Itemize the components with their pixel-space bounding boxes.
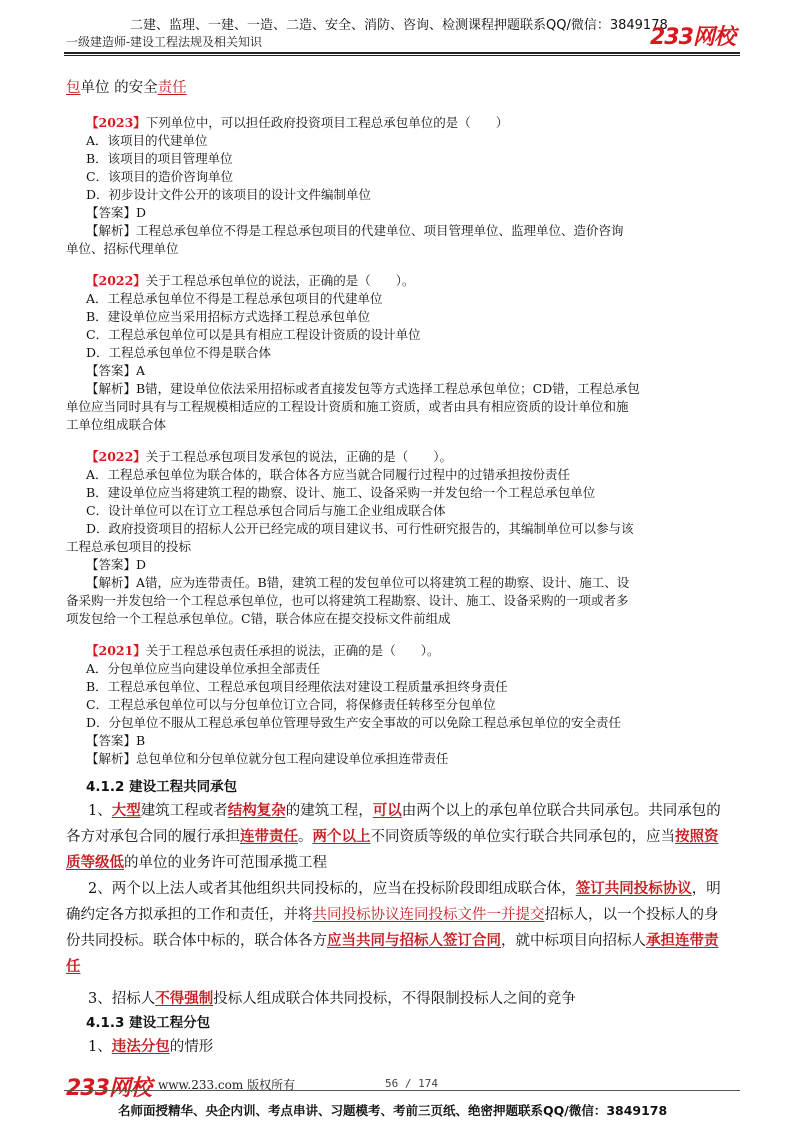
footer-divider [64,1090,740,1091]
option-b: B．工程总承包单位、工程总承包项目经理依法对建设工程质量承担终身责任 [86,679,508,694]
intro-line: 包单位 的安全责任 [66,80,187,96]
page-content [66,76,742,1060]
section-heading-4-1-3: 4.1.3 建设工程分包 [86,1015,211,1031]
answer: 【答案】A [86,363,146,378]
header-ad-text: 二建、监理、一建、一造、二造、安全、消防、咨询、检测课程押题联系QQ/微信：3849178 [130,18,668,33]
answer: 【答案】D [86,557,147,572]
question-stem: 【2022】关于工程总承包单位的说法，正确的是（ ）。 [86,273,415,288]
paragraph-joint-contracting: 1、大型建筑工程或者结构复杂的建筑工程，可以由两个以上的承包单位联合共同承包。共同承包的 各方对承包合同的履行承担连带责任。两个以上不同资质等级的单位实行联合共同承包的，应当按照资 质等级低的单位的业务许可范围承揽工程 [66,802,721,871]
document-subtitle: 一级建造师-建设工程法规及相关知识 [66,35,263,49]
analysis-cont: 备采购一并发包给一个工程总承包单位，也可以将建筑工程勘察、设计、施工、设备采购的一项或者多 [66,593,629,608]
option-d-cont: 工程总承包项目的投标 [66,539,192,554]
option-c: C．该项目的造价咨询单位 [86,169,234,184]
analysis: 【解析】总包单位和分包单位就分包工程向建设单位承担连带责任 [86,751,449,766]
paragraph-no-forced-consortium: 3、招标人不得强制投标人组成联合体共同投标，不得限制投标人之间的竞争 [88,990,576,1007]
option-d: D．分包单位不服从工程总承包单位管理导致生产安全事故的可以免除工程总承包单位的安全责任 [86,715,622,730]
option-d: D．工程总承包单位不得是联合体 [86,345,272,360]
option-c: C．工程总承包单位可以是具有相应工程设计资质的设计单位 [86,327,421,342]
answer: 【答案】D [86,205,147,220]
analysis: 【解析】工程总承包单位不得是工程总承包项目的代建单位、项目管理单位、监理单位、造价咨询 [86,223,624,238]
question-2021 [66,642,742,768]
brand-logo: 233网校 [650,25,735,50]
option-b: B．该项目的项目管理单位 [86,151,233,166]
option-d: D．政府投资项目的招标人公开已经完成的项目建议书、可行性研究报告的，其编制单位可以参与该 [86,521,634,536]
paragraph-joint-bidding: 2、两个以上法人或者其他组织共同投标的，应当在投标阶段即组成联合体，签订共同投标协议，明 确约定各方拟承担的工作和责任，并将共同投标协议连同投标文件一并提交招标人，以一个投标人的身 份共同投标。联合体中标的，联合体各方应当共同与招标人签订合同，就中标项目向招标人承担连带责 任 [66,880,721,975]
analysis: 【解析】A错，应为连带责任。B错，建筑工程的发包单位可以将建筑工程的勘察、设计、施工、设 [86,575,630,590]
copyright-text: www.233.com 版权所有 [158,1078,296,1092]
header-divider [64,52,740,56]
question-stem: 【2021】关于工程总承包责任承担的说法，正确的是（ ）。 [86,643,440,658]
option-a: A．工程总承包单位为联合体的，联合体各方应当就合同履行过程中的过错承担按份责任 [86,467,571,482]
analysis-cont: 单位、招标代理单位 [66,241,179,256]
analysis-cont: 单位应当同时具有与工程规模相适应的工程设计资质和施工资质，或者由具有相应资质的设计单位和施 [66,399,629,414]
option-c: C．设计单位可以在订立工程总承包合同后与施工企业组成联合体 [86,503,446,518]
paragraph-illegal-subcontracting: 1、违法分包的情形 [88,1038,214,1055]
footer-ad-text: 名师面授精华、央企内训、考点串讲、习题模考、考前三页纸、绝密押题联系QQ/微信：3849178 [118,1103,668,1118]
question-stem: 【2023】下列单位中，可以担任政府投资项目工程总承包单位的是（ ） [86,115,509,130]
question-2023 [66,114,742,258]
option-b: B．建设单位应当采用招标方式选择工程总承包单位 [86,309,371,324]
option-a: A．该项目的代建单位 [86,133,208,148]
question-2022-a [66,272,742,434]
analysis-cont: 工单位组成联合体 [66,417,167,432]
option-a: A．工程总承包单位不得是工程总承包项目的代建单位 [86,291,383,306]
analysis-cont: 项发包给一个工程总承包单位。C错，联合体应在提交投标文件前组成 [66,611,451,626]
option-c: C．工程总承包单位可以与分包单位订立合同，将保修责任转移至分包单位 [86,697,496,712]
option-b: B．建设单位应当将建筑工程的勘察、设计、施工、设备采购一并发包给一个工程总承包单位 [86,485,596,500]
analysis: 【解析】B错，建设单位依法采用招标或者直接发包等方式选择工程总承包单位；CD错，工程总承包 [86,381,640,396]
option-d: D．初步设计文件公开的该项目的设计文件编制单位 [86,187,372,202]
question-2022-b [66,448,742,628]
page-number: 56 / 174 [385,1077,438,1090]
section-heading-4-1-2: 4.1.2 建设工程共同承包 [86,779,238,795]
option-a: A．分包单位应当向建设单位承担全部责任 [86,661,321,676]
answer: 【答案】B [86,733,146,748]
question-stem: 【2022】关于工程总承包项目发承包的说法，正确的是（ ）。 [86,449,453,464]
footer-brand-logo: 233网校 [66,1076,151,1101]
